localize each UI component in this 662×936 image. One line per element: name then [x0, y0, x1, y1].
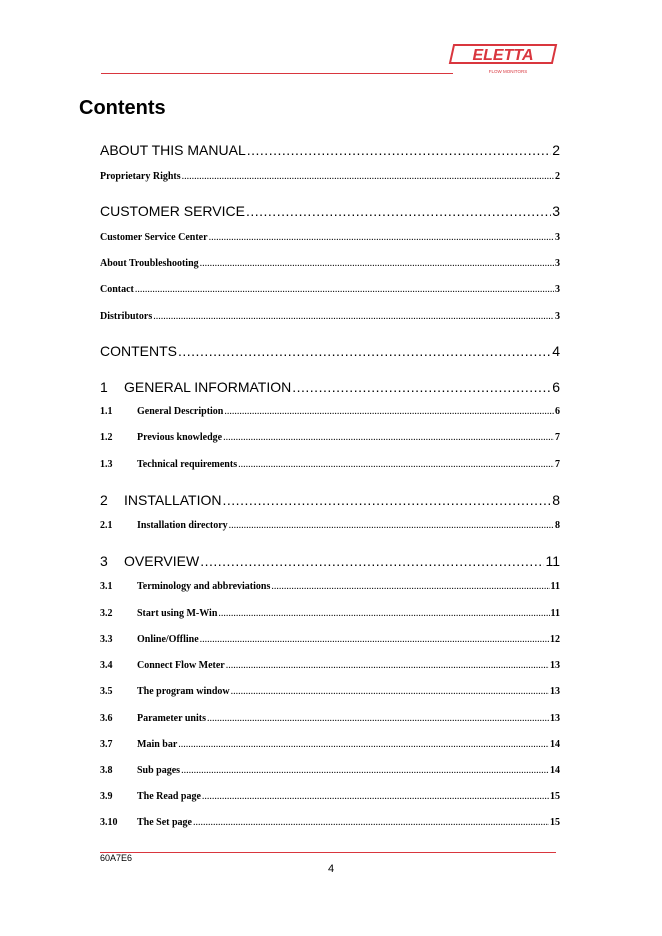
toc-entry-number: 1	[100, 379, 108, 395]
toc-entry-label: CUSTOMER SERVICE	[100, 203, 245, 219]
toc-entry[interactable]	[100, 171, 560, 182]
toc-entry-label: CONTENTS	[100, 343, 177, 359]
toc-entry[interactable]	[100, 581, 560, 592]
toc-dot-leader	[226, 660, 549, 671]
toc-entry-number: 3.1	[100, 581, 113, 592]
toc-entry[interactable]	[100, 203, 560, 219]
toc-entry[interactable]	[100, 791, 560, 802]
toc-entry[interactable]	[100, 432, 560, 443]
toc-entry-page: 3	[552, 203, 560, 219]
toc-entry-page: 7	[555, 459, 560, 470]
toc-dot-leader	[229, 520, 554, 531]
toc-dot-leader	[193, 817, 549, 828]
toc-entry-page: 4	[552, 343, 560, 359]
toc-dot-leader	[209, 232, 554, 243]
toc-entry[interactable]	[100, 311, 560, 322]
toc-dot-leader	[271, 581, 549, 592]
toc-dot-leader	[231, 686, 549, 697]
toc-entry[interactable]	[100, 608, 560, 619]
toc-entry-label: Parameter units	[137, 713, 206, 724]
toc-dot-leader	[178, 343, 551, 359]
toc-entry[interactable]	[100, 492, 560, 508]
toc-entry-page: 11	[550, 581, 560, 592]
toc-entry-number: 3.8	[100, 765, 113, 776]
toc-entry-label: Connect Flow Meter	[137, 660, 225, 671]
toc-dot-leader	[182, 171, 554, 182]
toc-entry-label: The Set page	[137, 817, 192, 828]
eletta-logo	[448, 42, 560, 80]
toc-entry-number: 3.2	[100, 608, 113, 619]
toc-entry-page: 2	[552, 142, 560, 158]
toc-entry[interactable]	[100, 232, 560, 243]
toc-entry[interactable]	[100, 634, 560, 645]
footer-rule	[100, 852, 556, 853]
toc-entry-number: 3.9	[100, 791, 113, 802]
toc-dot-leader	[181, 765, 549, 776]
toc-entry-label: Main bar	[137, 739, 178, 750]
toc-entry-label: Distributors	[100, 311, 153, 322]
toc-entry[interactable]	[100, 258, 560, 269]
toc-dot-leader	[223, 432, 554, 443]
toc-entry[interactable]	[100, 660, 560, 671]
toc-dot-leader	[200, 553, 544, 569]
toc-entry-page: 6	[552, 379, 560, 395]
toc-entry[interactable]	[100, 739, 560, 750]
toc-entry-label: Sub pages	[137, 765, 181, 776]
toc-entry-number: 3.6	[100, 713, 113, 724]
toc-dot-leader	[207, 713, 549, 724]
toc-entry[interactable]	[100, 459, 560, 470]
toc-entry-page: 15	[550, 817, 560, 828]
toc-dot-leader	[224, 406, 554, 417]
toc-entry-number: 1.1	[100, 406, 113, 417]
toc-dot-leader	[238, 459, 554, 470]
toc-entry[interactable]	[100, 284, 560, 295]
toc-entry[interactable]	[100, 343, 560, 359]
toc-entry-label: INSTALLATION	[124, 492, 222, 508]
toc-entry-page: 7	[555, 432, 560, 443]
toc-entry[interactable]	[100, 765, 560, 776]
toc-entry-label: Terminology and abbreviations	[137, 581, 271, 592]
toc-dot-leader	[135, 284, 554, 295]
toc-entry-number: 1.2	[100, 432, 113, 443]
toc-entry-page: 14	[550, 765, 560, 776]
toc-entry-page: 6	[555, 406, 560, 417]
toc-entry-number: 3.5	[100, 686, 113, 697]
toc-entry[interactable]	[100, 686, 560, 697]
toc-entry[interactable]	[100, 520, 560, 531]
toc-entry-label: OVERVIEW	[124, 553, 200, 569]
toc-dot-leader	[246, 203, 551, 219]
toc-entry-label: The program window	[137, 686, 230, 697]
header-rule	[101, 73, 453, 74]
toc-entry-label: Proprietary Rights	[100, 171, 181, 182]
toc-dot-leader	[202, 791, 549, 802]
toc-entry-page: 3	[555, 258, 560, 269]
page-number: 4	[327, 863, 335, 875]
logo-text: ELETTA	[472, 47, 534, 64]
page-title: Contents	[79, 97, 166, 119]
toc-entry-page: 11	[545, 553, 560, 569]
toc-entry-page: 13	[550, 686, 560, 697]
toc-entry-page: 11	[550, 608, 560, 619]
logo-tagline: FLOW MONITORS	[488, 69, 528, 74]
toc-entry-page: 2	[555, 171, 560, 182]
toc-entry-label: Start using M-Win	[137, 608, 218, 619]
toc-dot-leader	[218, 608, 549, 619]
toc-entry[interactable]	[100, 713, 560, 724]
toc-entry-label: Previous knowledge	[137, 432, 223, 443]
toc-entry-page: 13	[550, 660, 560, 671]
toc-entry-label: About Troubleshooting	[100, 258, 199, 269]
toc-entry-label: Contact	[100, 284, 134, 295]
toc-entry-label: Online/Offline	[137, 634, 199, 645]
toc-entry-page: 15	[550, 791, 560, 802]
toc-entry-page: 14	[550, 739, 560, 750]
toc-entry-number: 1.3	[100, 459, 113, 470]
toc-entry-number: 3	[100, 553, 108, 569]
toc-entry-number: 3.4	[100, 660, 113, 671]
toc-entry-number: 2.1	[100, 520, 113, 531]
toc-entry[interactable]	[100, 142, 560, 158]
toc-entry-label: GENERAL INFORMATION	[124, 379, 292, 395]
toc-entry[interactable]	[100, 553, 560, 569]
toc-entry-label: The Read page	[137, 791, 201, 802]
toc-entry-label: General Description	[137, 406, 224, 417]
toc-dot-leader	[247, 142, 551, 158]
toc-entry-page: 13	[550, 713, 560, 724]
toc-entry[interactable]	[100, 379, 560, 395]
toc-dot-leader	[178, 739, 549, 750]
toc-entry-page: 3	[555, 311, 560, 322]
toc-entry-label: Customer Service Center	[100, 232, 208, 243]
toc-entry-number: 3.10	[100, 817, 118, 828]
toc-entry-page: 8	[555, 520, 560, 531]
toc-entry-label: Technical requirements	[137, 459, 238, 470]
toc-dot-leader	[292, 379, 551, 395]
toc-entry-number: 3.3	[100, 634, 113, 645]
toc-entry[interactable]	[100, 817, 560, 828]
toc-entry-page: 8	[552, 492, 560, 508]
toc-entry[interactable]	[100, 406, 560, 417]
toc-entry-label: Installation directory	[137, 520, 228, 531]
toc-entry-page: 12	[550, 634, 560, 645]
document-code: 60A7E6	[100, 853, 133, 863]
toc-dot-leader	[200, 258, 554, 269]
toc-entry-page: 3	[555, 284, 560, 295]
toc-entry-number: 3.7	[100, 739, 113, 750]
toc-dot-leader	[223, 492, 552, 508]
toc-dot-leader	[200, 634, 549, 645]
toc-entry-label: ABOUT THIS MANUAL	[100, 142, 246, 158]
toc-entry-page: 3	[555, 232, 560, 243]
toc-dot-leader	[153, 311, 554, 322]
toc-entry-number: 2	[100, 492, 108, 508]
